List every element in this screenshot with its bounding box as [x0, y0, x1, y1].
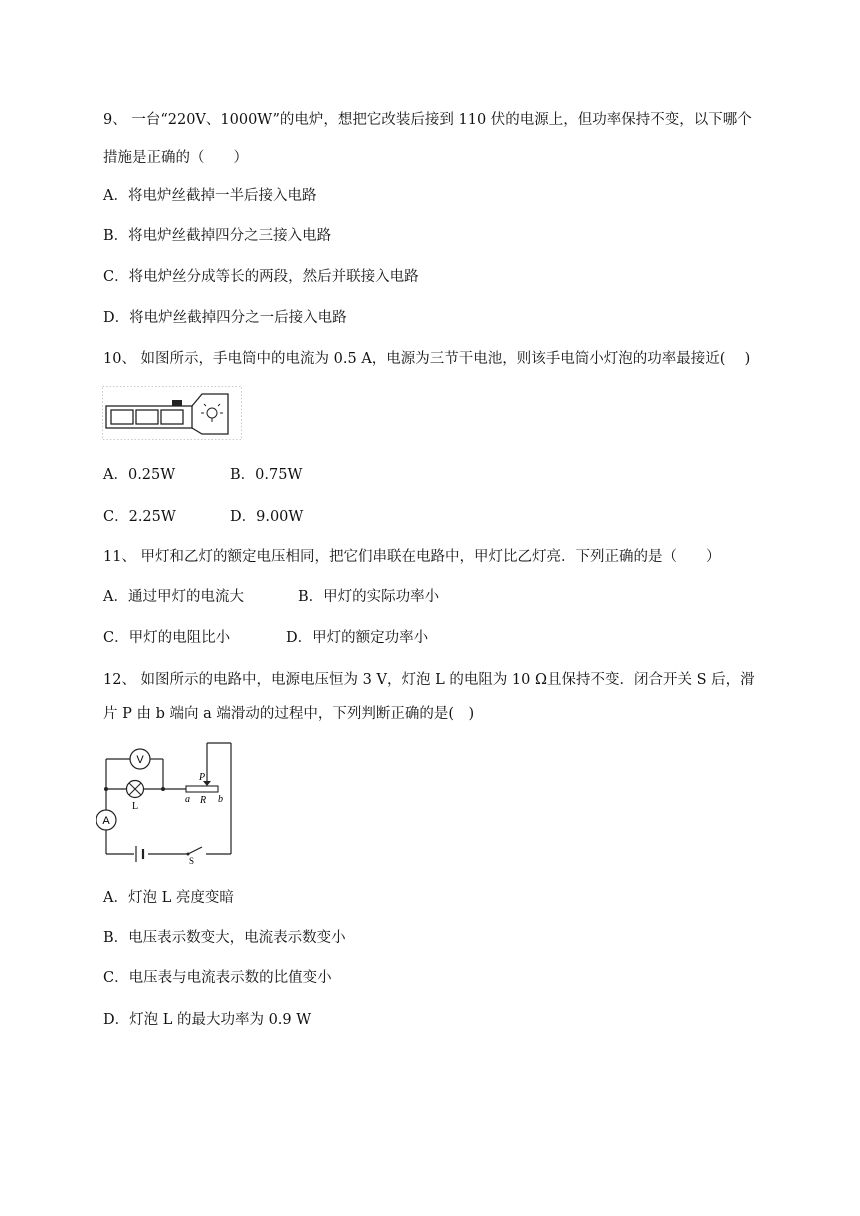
slide-resistor-icon: [186, 786, 218, 792]
ammeter-label: A: [102, 815, 110, 827]
q12-option-d: D．灯泡 L 的最大功率为 0.9 W: [103, 1012, 312, 1028]
q9-option-c: C．将电炉丝分成等长的两段，然后并联接入电路: [103, 269, 419, 285]
q11-option-c: C．甲灯的电阻比小: [103, 630, 231, 646]
q11-option-d: D．甲灯的额定功率小: [286, 630, 429, 646]
lamp-icon: [127, 781, 144, 798]
flashlight-figure: [102, 386, 242, 440]
q12-stem-line1: 12、 如图所示的电路中，电源电压恒为 3 V，灯泡 L 的电阻为 10 Ω且保持不变．闭合开关 S 后，滑: [103, 672, 755, 688]
q9-option-a: A．将电炉丝截掉一半后接入电路: [103, 188, 317, 204]
q11-option-a: A．通过甲灯的电流大: [103, 589, 244, 605]
circuit-wires: [106, 743, 231, 854]
q12-option-c: C．电压表与电流表示数的比值变小: [103, 970, 332, 986]
end-a-label: a: [185, 794, 190, 805]
q12-option-a: A．灯泡 L 亮度变暗: [103, 890, 234, 906]
flashlight-body: [106, 394, 228, 434]
switch-button: [172, 400, 182, 406]
lamp-label: L: [131, 801, 139, 812]
battery-icon: [136, 846, 143, 862]
q10-stem: 10、 如图所示，手电筒中的电流为 0.5 A，电源为三节干电池，则该手电筒小灯泡的功率最接近( ): [103, 351, 751, 367]
end-b-label: b: [218, 794, 223, 805]
q10-option-b: B．0.75W: [230, 467, 303, 483]
resistor-label: R: [200, 795, 207, 806]
q9-stem-line2: 措施是正确的（ ）: [103, 150, 248, 166]
q9-option-d: D．将电炉丝截掉四分之一后接入电路: [103, 310, 347, 326]
slider-label: P: [199, 772, 206, 783]
q12-option-b: B．电压表示数变大，电流表示数变小: [103, 930, 346, 946]
circuit-diagram: [96, 738, 240, 864]
q10-option-c: C．2.25W: [103, 509, 176, 525]
q11-stem: 11、 甲灯和乙灯的额定电压相同，把它们串联在电路中，甲灯比乙灯亮．下列正确的是（ ）: [103, 549, 721, 565]
switch-label: S: [189, 856, 195, 864]
voltmeter-label: V: [136, 754, 144, 766]
q10-option-d: D．9.00W: [230, 509, 304, 525]
q12-stem-line2: 片 P 由 b 端向 a 端滑动的过程中，下列判断正确的是( ): [103, 706, 475, 722]
q9-stem-line1: 9、 一台“220V、1000W”的电炉，想把它改装后接到 110 伏的电源上，但功率保持不变，以下哪个: [103, 112, 752, 128]
q11-option-b: B．甲灯的实际功率小: [298, 589, 440, 605]
q9-option-b: B．将电炉丝截掉四分之三接入电路: [103, 228, 332, 244]
bulb-icon: [201, 404, 223, 422]
q10-option-a: A．0.25W: [103, 467, 176, 483]
